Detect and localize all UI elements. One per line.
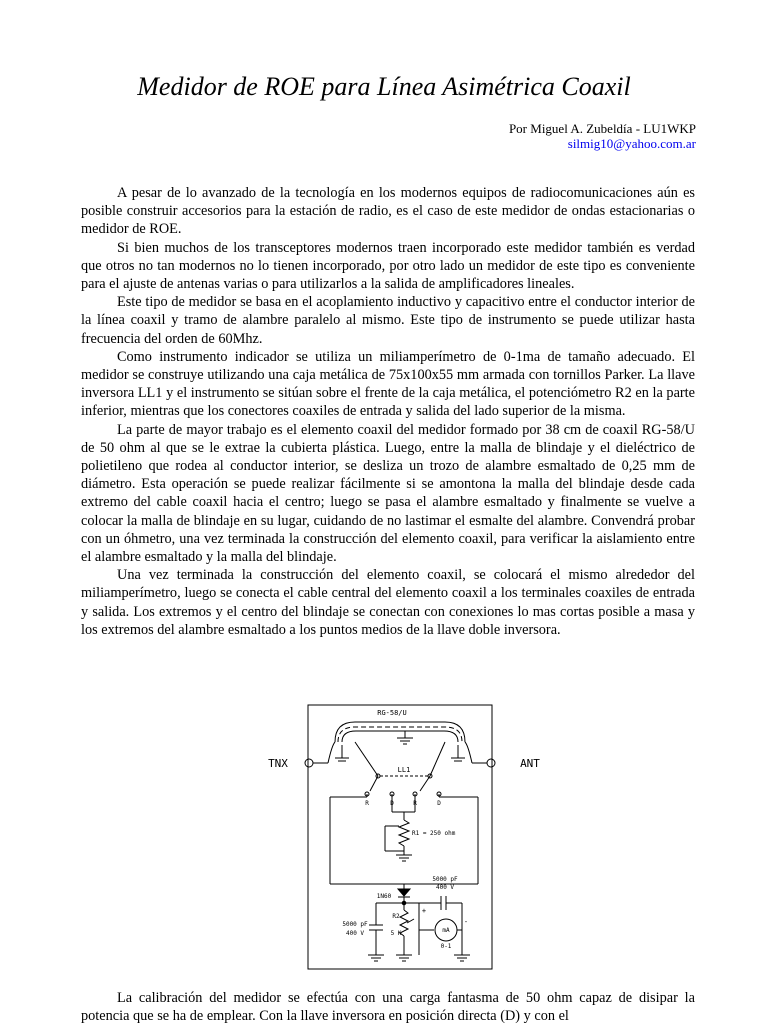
plus-sign: + xyxy=(421,907,427,915)
paragraph: A pesar de lo avanzado de la tecnología en los modernos equipos de radiocomunicaciones aún es posible construir accesorios para la estación de radio, es el caso de este medidor de ondas estacionarias o medidor de ROE. xyxy=(81,185,695,238)
paragraph: La calibración del medidor se efectúa con una carga fantasma de 50 ohm capaz de disipar la potencia que se ha de emplear. Con la llave inversora en posición directa (D) y con el xyxy=(81,990,695,1025)
coax-inner xyxy=(342,731,458,742)
diode-label: 1N60 xyxy=(376,893,392,900)
paragraph: Una vez terminada la construcción del elemento coaxil, se colocará el mismo alrededor del miliamperímetro, luego se conecta el cable central del elemento coaxil a los terminales coaxiles de entrada y salida. Los extremos y el centro del blindaje se conectan con conexiones lo mas cortas posible a masa y los extremos del alambre esmaltado a los puntos medios de la llave doble inversora. xyxy=(81,567,695,638)
coax-label: RG-58/U xyxy=(377,709,407,717)
cap-voltage: 400 V xyxy=(345,930,365,937)
cap-value: 5000 pF xyxy=(342,921,368,928)
diode-1n60 xyxy=(398,889,410,896)
paragraph: Si bien muchos de los transceptores modernos traen incorporado este medidor también es verdad que otros no tan modernos no lo tienen incorporado, por otro lado un medidor de este tipo es conveniente para el ajuste de antenas varias o para utilizarlos a la salida de amplificadores lineales. xyxy=(81,239,695,293)
output-connector xyxy=(487,759,495,767)
author-email-link[interactable]: silmig10@yahoo.com.ar xyxy=(567,136,696,151)
cap-value: 5000 pF xyxy=(432,876,458,883)
wire xyxy=(465,742,472,763)
document-title: Medidor de ROE para Línea Asimétrica Coaxil xyxy=(137,72,631,101)
resistor-label: R1 = 250 ohm xyxy=(412,830,456,837)
paragraph: Este tipo de medidor se basa en el acoplamiento inductivo y capacitivo entre el conductor interior de la línea coaxil y tramo de alambre paralelo al mismo. Este tipo de instrumento se puede utilizar hasta frecuencia del orden de 60Mhz. xyxy=(81,294,695,347)
author-block xyxy=(509,121,696,151)
coax-outer xyxy=(335,722,465,742)
cap-voltage: 400 V xyxy=(435,884,455,891)
pot-value: 5 K xyxy=(390,930,402,937)
switch-arm xyxy=(370,776,378,791)
wire xyxy=(430,742,445,776)
pin-label: D xyxy=(390,800,394,807)
pot-label: R2 xyxy=(392,913,400,920)
switch-label: LL1 xyxy=(397,766,411,774)
meter-range: 0-1 xyxy=(440,943,452,950)
resistor-r1 xyxy=(399,820,409,846)
switch-arm xyxy=(420,776,430,791)
paragraph: Como instrumento indicador se utiliza un miliamperímetro de 0-1ma de tamaño adecuado. El medidor se construye utilizando una caja metálica de 75x100x55 mm armada con tornillos Parker. La llave inversora LL1 y el instrumento se sitúan sobre el frente de la caja metálica, el potenciómetro R2 en la parte inferior, mientras que los conectores coaxiles de entrada y salida del lado superior de la misma. xyxy=(81,348,695,420)
pin-label: R xyxy=(413,800,417,807)
swr-meter-schematic xyxy=(250,700,550,974)
input-terminal-label: TNX xyxy=(268,757,288,770)
wire xyxy=(355,742,378,776)
wire xyxy=(328,742,335,763)
meter-label: mA xyxy=(442,927,450,934)
input-connector xyxy=(305,759,313,767)
output-terminal-label: ANT xyxy=(520,757,540,770)
article-body-continued xyxy=(81,989,695,1025)
paragraph: La parte de mayor trabajo es el elemento coaxil del medidor formado por 38 cm de coaxil RG-58/U de 50 ohm al que se le extrae la cubierta plástica. Luego, entre la malla de blindaje y el dieléctrico de polietileno que rodea al conductor interior, se desliza un trozo de alambre esmaltado de 0,25 mm de diámetro. Esta operación se puede realizar fácilmente si se amontona la malla del blindaje desde cada extremo del cable coaxil hacia el centro; luego se pasa el alambre esmaltado y finalmente se vuelve a colocar la malla de blindaje en su lugar, cuidando de no lastimar el esmalte del alambre. Convendrá probar con un óhmetro, una vez terminada la construcción del elemento coaxil, para verificar la aislamiento entre el alambre esmaltado y la malla del blindaje. xyxy=(81,421,695,566)
coax-wire xyxy=(338,727,462,742)
article-body xyxy=(81,184,695,639)
minus-sign: - xyxy=(463,918,469,926)
author-name: Por Miguel A. Zubeldía - LU1WKP xyxy=(508,121,696,136)
pin-label: D xyxy=(437,800,441,807)
pin-label: R xyxy=(365,800,369,807)
